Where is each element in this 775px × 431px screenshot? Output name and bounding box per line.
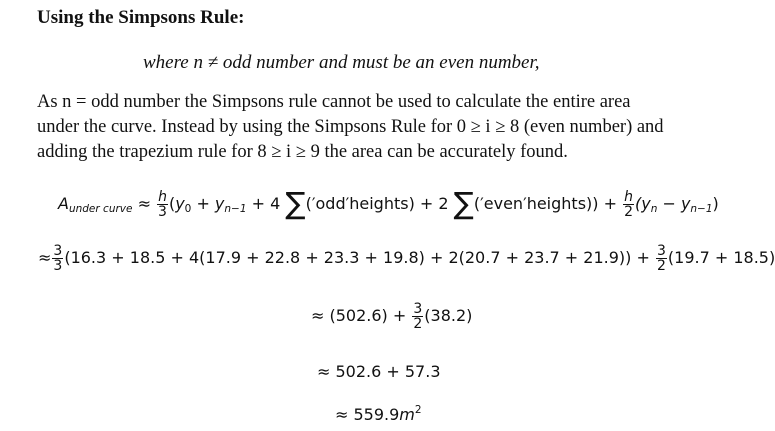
paragraph-line-1: As n = odd number the Simpsons rule cannot be used to calculate the entire area (37, 92, 631, 112)
three-over-three: $\frac{3}{3}$ (53, 243, 63, 274)
n-minus-1-subscript-2: n−1 (690, 203, 713, 215)
simpson-sum: (16.3 + 18.5 + 4(17.9 + 22.8 + 23.3 + 19.8) + 2(20.7 + 23.7 + 21.9)) + (64, 248, 650, 267)
approx-sign: ≈ (137, 194, 151, 213)
sigma-odd: ∑ (285, 186, 306, 222)
trapezium-result: (38.2) (424, 306, 473, 325)
condition-statement: where n ≠ odd number and must be an even number, (143, 52, 540, 73)
open-paren: ( (168, 194, 176, 213)
yn-minus-1-term: + y (196, 194, 225, 213)
y0-term: y (175, 194, 185, 213)
close-paren: ) (712, 194, 719, 213)
paragraph-line-3: adding the trapezium rule for 8 ≥ i ≥ 9 the area can be accurately found. (37, 142, 568, 162)
odd-heights-term: (′odd′heights) + 2 (305, 194, 449, 213)
paragraph-line-2: under the curve. Instead by using the Simpsons Rule for 0 ≥ i ≥ 8 (even number) and (37, 117, 664, 137)
final-value: ≈ 559.9 (335, 405, 400, 424)
unit-exponent: 2 (414, 404, 422, 416)
unit-m: m (399, 405, 415, 424)
area-symbol: A (58, 194, 69, 213)
n-subscript: n (650, 203, 658, 215)
y0-subscript: 0 (184, 203, 192, 215)
three-over-two: $\frac{3}{2}$ (656, 243, 666, 274)
three-over-two: $\frac{3}{2}$ (413, 301, 423, 332)
minus-yn-minus-1: − y (657, 194, 691, 213)
approx-sign: ≈ (38, 248, 52, 267)
substitution-step (38, 244, 775, 273)
sigma-even: ∑ (453, 186, 474, 222)
n-minus-1-subscript: n−1 (224, 203, 247, 215)
h-over-3: $\frac{h}{3}$ (158, 189, 167, 220)
plus-four: + 4 (251, 194, 281, 213)
trapezium-sum: (19.7 + 18.5) (667, 248, 775, 267)
even-heights-term: (′even′heights)) + (473, 194, 618, 213)
area-subscript: under curve (68, 203, 133, 215)
simpson-formula (58, 186, 719, 222)
h-over-2: $\frac{h}{2}$ (624, 189, 633, 220)
yn-term: (y (634, 194, 651, 213)
simplified-step (311, 302, 472, 331)
final-answer (335, 404, 422, 424)
section-heading: Using the Simpsons Rule: (37, 7, 245, 28)
simpson-result: ≈ (502.6) + (311, 306, 407, 325)
sum-step: ≈ 502.6 + 57.3 (317, 362, 441, 381)
